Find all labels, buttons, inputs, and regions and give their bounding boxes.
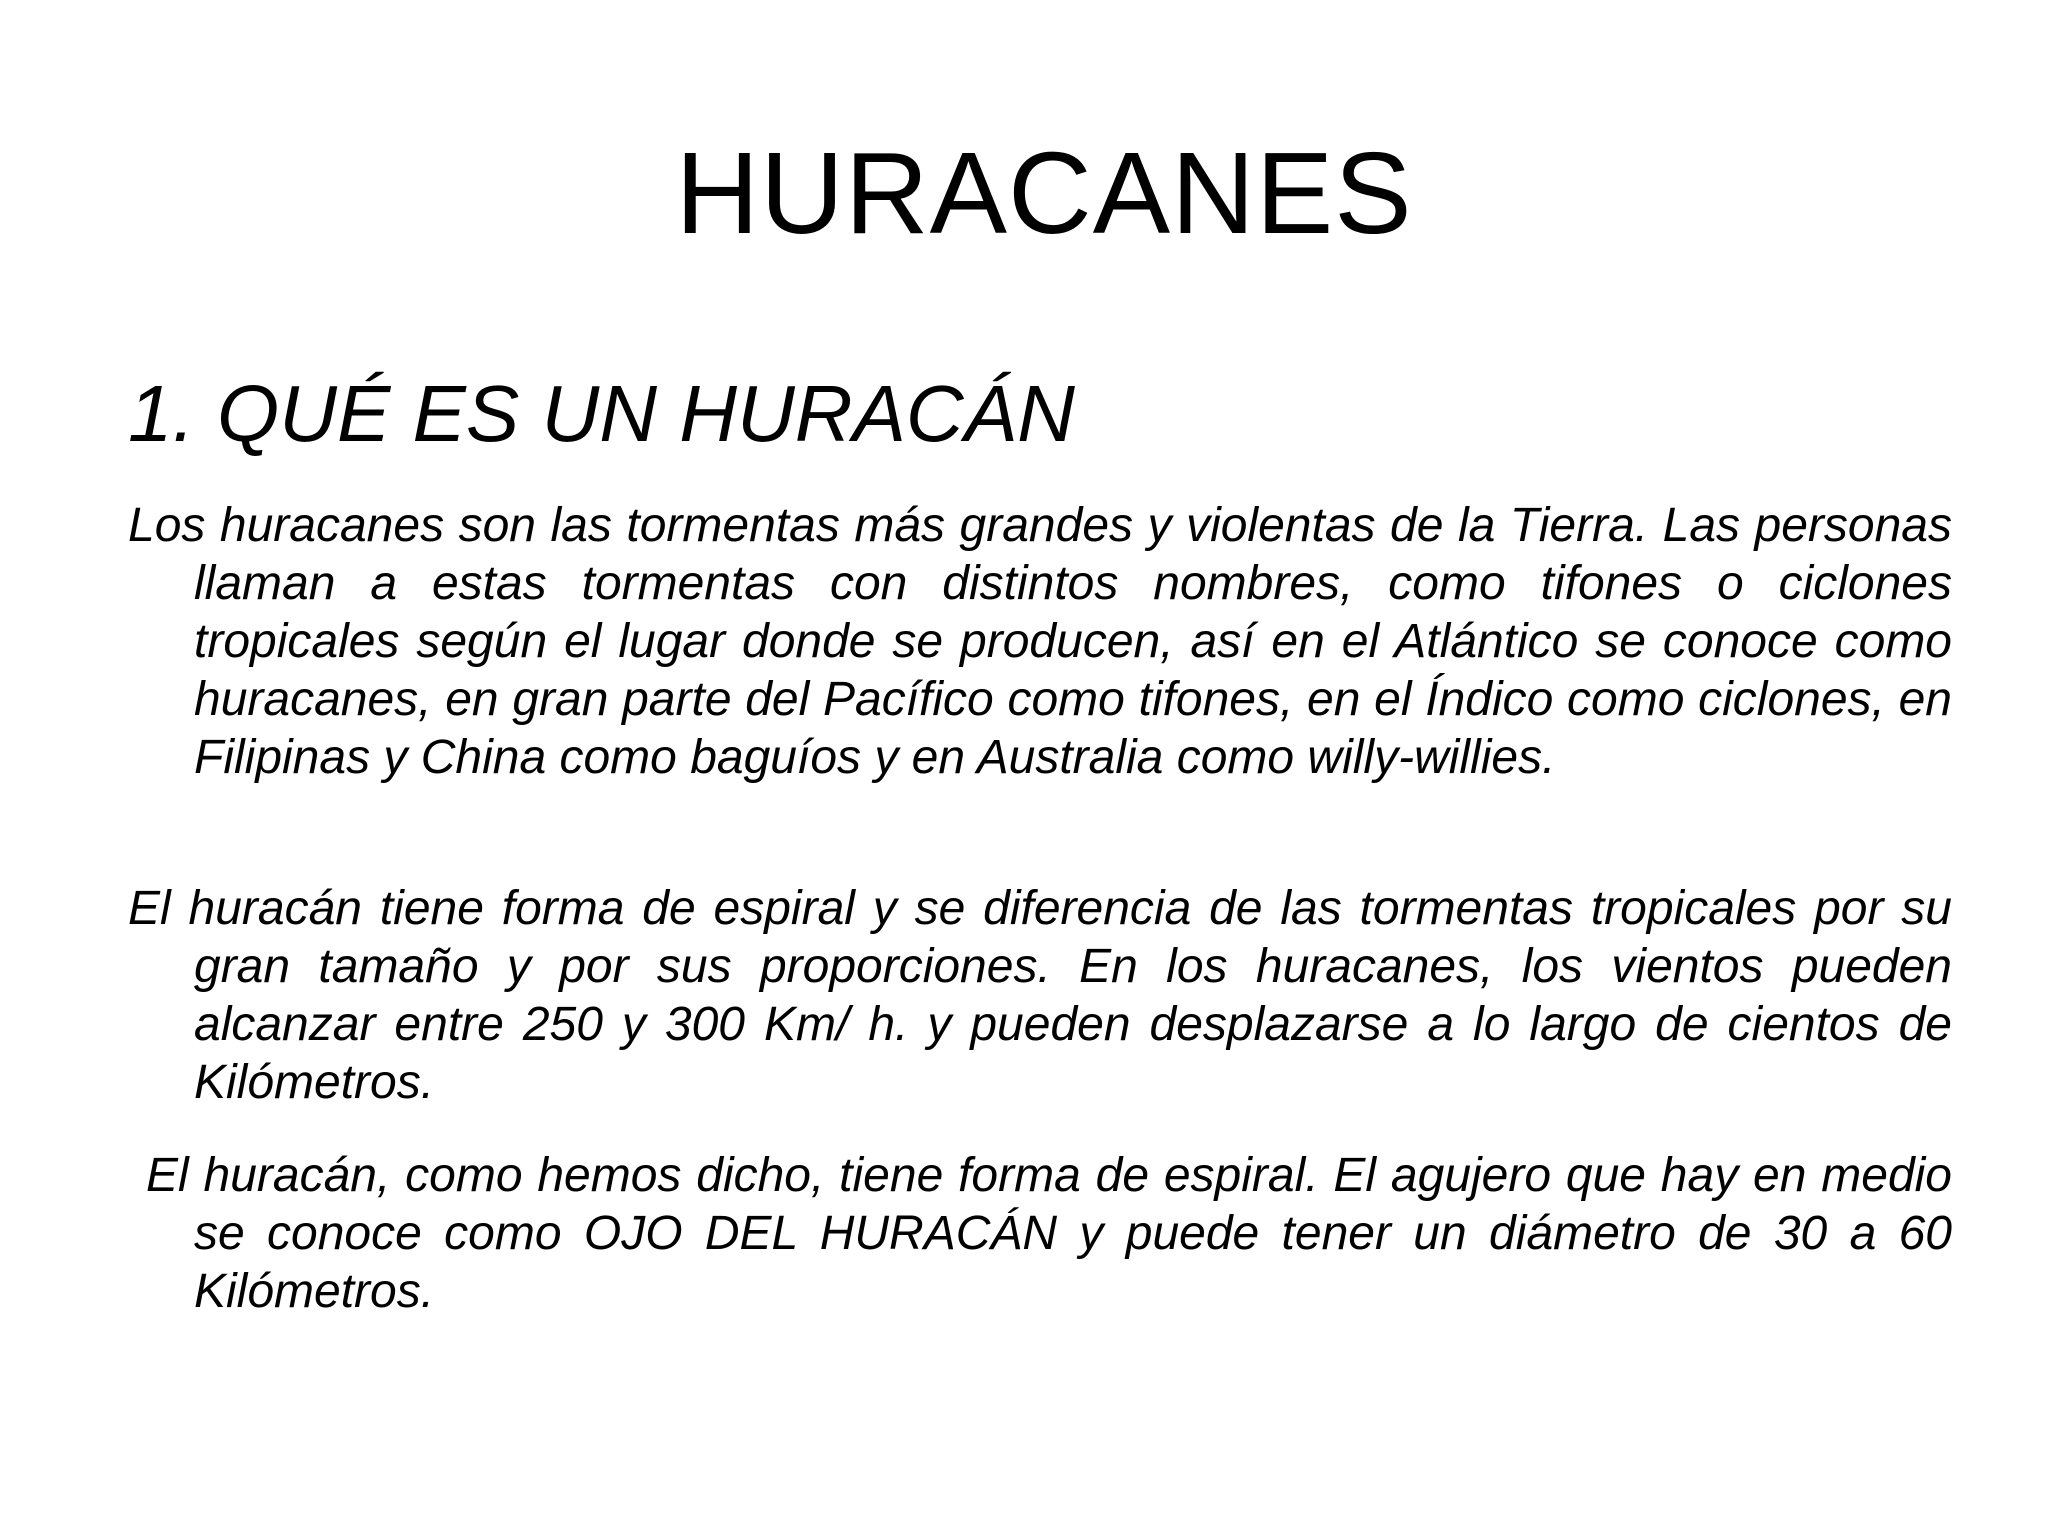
section-heading: 1. QUÉ ES UN HURACÁN xyxy=(128,369,1075,458)
paragraph-2: El huracán tiene forma de espiral y se diferencia de las tormentas tropicales por su gran tamaño y por sus proporciones. En los huracanes, los vientos pueden alcanzar entre 250 y 300 Km/ h. y pueden desplazarse a lo largo de cientos de Kilómetros. xyxy=(128,882,1952,1109)
slide-title: HURACANES xyxy=(675,128,1413,258)
paragraph-3: El huracán, como hemos dicho, tiene forma de espiral. El agujero que hay en medio se conoce como OJO DEL HURACÁN y puede tener un diámetro de 30 a 60 Kilómetros. xyxy=(146,1149,1952,1318)
paragraph-1: Los huracanes son las tormentas más grandes y violentas de la Tierra. Las personas llaman a estas tormentas con distintos nombres, como tifones o ciclones tropicales según el lugar donde se producen, así en el Atlántico se conoce como huracanes, en gran parte del Pacífico como tifones, en el Índico como ciclones, en Filipinas y China como baguíos y en Australia como willy-willies. xyxy=(128,499,1952,784)
